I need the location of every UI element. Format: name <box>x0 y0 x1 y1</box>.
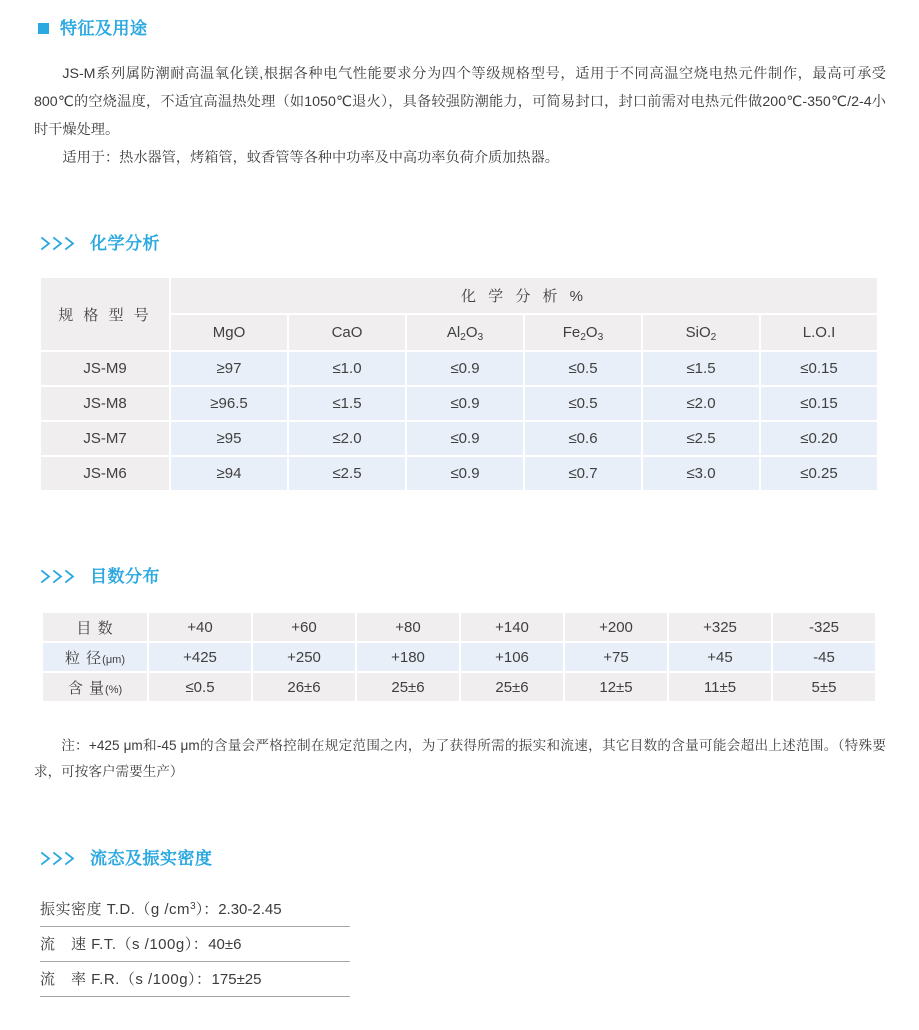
row-label-unit: (%) <box>105 683 123 696</box>
table-header-row-group <box>41 278 877 313</box>
cell-fe2o3: ≤0.6 <box>525 422 641 455</box>
cell-content: 25±6 <box>357 673 459 701</box>
chevrons-right-icon <box>40 851 78 866</box>
cell-size: +250 <box>253 643 355 671</box>
cell-mesh: +325 <box>669 613 771 641</box>
cell-al2o3: ≤0.9 <box>407 422 523 455</box>
section-title-flow: 流态及振实密度 <box>90 849 213 868</box>
flow-value-tap-density: 2.30-2.45 <box>218 901 282 918</box>
cell-loi: ≤0.25 <box>761 457 877 490</box>
table-row <box>43 673 875 701</box>
cell-cao: ≤1.0 <box>289 352 405 385</box>
flow-value-flow-rate: 175±25 <box>211 971 262 988</box>
header-chemical-group: 化 学 分 析 % <box>171 278 877 313</box>
cell-content: ≤0.5 <box>149 673 251 701</box>
mesh-distribution-table <box>41 611 877 703</box>
cell-mgo: ≥96.5 <box>171 387 287 420</box>
cell-size: +75 <box>565 643 667 671</box>
cell-fe2o3: ≤0.7 <box>525 457 641 490</box>
cell-size: -45 <box>773 643 875 671</box>
column-header-mgo: MgO <box>171 315 287 350</box>
flow-label-flow-rate: 流 率 F.R.（s /100g）： <box>40 971 212 988</box>
row-label-unit: (μm) <box>102 653 125 666</box>
cell-cao: ≤2.5 <box>289 457 405 490</box>
header-spec-model: 规 格 型 号 <box>41 278 169 350</box>
mesh-note <box>34 733 886 785</box>
row-model: JS-M6 <box>41 457 169 490</box>
section-header-mesh <box>40 568 160 585</box>
cell-loi: ≤0.15 <box>761 352 877 385</box>
cell-sio2: ≤2.0 <box>643 387 759 420</box>
cell-size: +425 <box>149 643 251 671</box>
chevrons-right-icon <box>40 236 78 251</box>
cell-mgo: ≥97 <box>171 352 287 385</box>
row-model: JS-M8 <box>41 387 169 420</box>
cell-mesh: +60 <box>253 613 355 641</box>
cell-mesh: -325 <box>773 613 875 641</box>
cell-loi: ≤0.20 <box>761 422 877 455</box>
square-bullet-icon <box>38 23 49 34</box>
flow-label-tail: ）： <box>195 901 219 918</box>
cell-fe2o3: ≤0.5 <box>525 352 641 385</box>
section-header-feature <box>38 20 148 37</box>
column-header-fe2o3: $Fe_2O_3$ <box>525 315 641 350</box>
cell-fe2o3: ≤0.5 <box>525 387 641 420</box>
column-header-sio2: SiO$_2$ <box>643 315 759 350</box>
cell-content: 26±6 <box>253 673 355 701</box>
list-item <box>40 962 350 997</box>
cell-size: +180 <box>357 643 459 671</box>
column-header-cao: CaO <box>289 315 405 350</box>
flow-label-superscript: 3 <box>190 901 196 913</box>
section-title-feature: 特征及用途 <box>60 19 148 38</box>
mesh-note-text: 注：+425 μm和-45 μm的含量会严格控制在规定范围之内，为了获得所需的振实和流速，其它目数的含量可能会超出上述范围。（特殊要求，可按客户需要生产） <box>34 738 886 779</box>
cell-al2o3: ≤0.9 <box>407 457 523 490</box>
flow-label-tap-density: 振实密度 T.D.（g /cm <box>40 901 191 918</box>
cell-sio2: ≤1.5 <box>643 352 759 385</box>
cell-al2o3: ≤0.9 <box>407 387 523 420</box>
cell-mesh: +40 <box>149 613 251 641</box>
section-header-flow <box>40 850 213 867</box>
list-item <box>40 927 350 962</box>
section-title-mesh: 目数分布 <box>90 567 160 586</box>
cell-sio2: ≤2.5 <box>643 422 759 455</box>
row-label-particle-size <box>43 643 147 671</box>
table-row <box>43 643 875 671</box>
cell-mgo: ≥95 <box>171 422 287 455</box>
row-label-text: 粒 径 <box>65 649 103 667</box>
row-label-mesh: 目 数 <box>43 613 147 641</box>
cell-sio2: ≤3.0 <box>643 457 759 490</box>
list-item <box>40 892 350 927</box>
row-label-content <box>43 673 147 701</box>
cell-size: +106 <box>461 643 563 671</box>
cell-loi: ≤0.15 <box>761 387 877 420</box>
chevrons-right-icon <box>40 569 78 584</box>
chemical-analysis-table <box>39 276 879 492</box>
table-row <box>41 422 877 455</box>
cell-mesh: +140 <box>461 613 563 641</box>
cell-content: 12±5 <box>565 673 667 701</box>
cell-cao: ≤1.5 <box>289 387 405 420</box>
intro-paragraph-1: JS-M系列属防潮耐高温氧化镁,根据各种电气性能要求分为四个等级规格型号，适用于不同高温空烧电热元件制作，最高可承受800℃的空烧温度，不适宜高温热处理（如1050℃退火），具备较强防潮能力，可简易封口，封口前需对电热元件做200℃-350℃/2-4小时干燥处理。 <box>34 66 886 138</box>
flow-value-flow-time: 40±6 <box>208 936 242 953</box>
intro-paragraphs <box>34 60 886 172</box>
flow-property-list <box>40 892 350 997</box>
row-model: JS-M9 <box>41 352 169 385</box>
cell-mesh: +80 <box>357 613 459 641</box>
flow-label-flow-time: 流 速 F.T.（s /100g）： <box>40 936 209 953</box>
row-label-text: 含 量 <box>67 679 106 697</box>
section-header-chemical <box>40 235 160 252</box>
column-header-al2o3: $Al_2O_3$ <box>407 315 523 350</box>
column-header-loi: L.O.I <box>761 315 877 350</box>
section-title-chemical: 化学分析 <box>90 234 160 253</box>
table-row <box>43 613 875 641</box>
cell-content: 5±5 <box>773 673 875 701</box>
cell-size: +45 <box>669 643 771 671</box>
row-model: JS-M7 <box>41 422 169 455</box>
intro-paragraph-2: 适用于：热水器管，烤箱管，蚊香管等各种中功率及中高功率负荷介质加热器。 <box>62 150 559 166</box>
cell-mgo: ≥94 <box>171 457 287 490</box>
table-row <box>41 352 877 385</box>
cell-al2o3: ≤0.9 <box>407 352 523 385</box>
cell-cao: ≤2.0 <box>289 422 405 455</box>
table-row <box>41 457 877 490</box>
cell-mesh: +200 <box>565 613 667 641</box>
table-row <box>41 387 877 420</box>
cell-content: 25±6 <box>461 673 563 701</box>
cell-content: 11±5 <box>669 673 771 701</box>
